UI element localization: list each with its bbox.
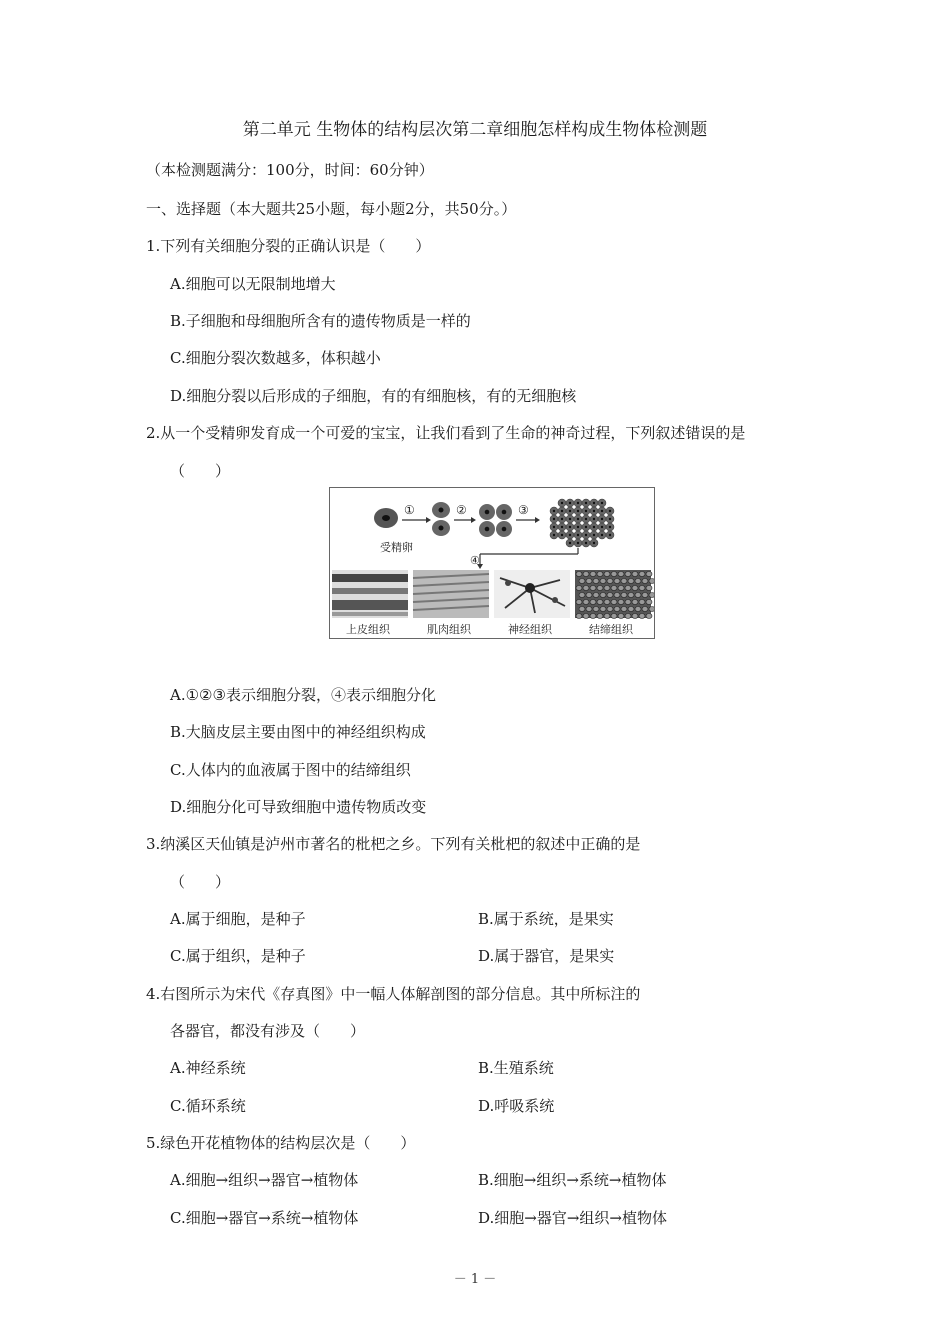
question-3-option-d: D.属于器官，是果实	[478, 947, 615, 965]
question-5-option-b: B.细胞→组织→系统→植物体	[478, 1171, 667, 1189]
question-1-option-c: C.细胞分裂次数越多，体积越小	[170, 349, 381, 367]
zygote-cell	[374, 508, 398, 528]
question-5-option-a: A.细胞→组织→器官→植物体	[170, 1171, 359, 1189]
question-5-option-d: D.细胞→器官→组织→植物体	[478, 1209, 667, 1227]
question-5-option-c: C.细胞→器官→系统→植物体	[170, 1209, 359, 1227]
step-3-label: ③	[518, 503, 529, 517]
question-2-stem-bracket: （ ）	[170, 462, 231, 480]
question-1-stem: 1.下列有关细胞分裂的正确认识是（ ）	[146, 237, 431, 255]
question-2-stem: 2.从一个受精卵发育成一个可爱的宝宝，让我们看到了生命的神奇过程，下列叙述错误的是	[146, 424, 746, 442]
tissue-label-epithelial: 上皮组织	[346, 623, 390, 636]
question-2-option-a: A.①②③表示细胞分裂，④表示细胞分化	[170, 686, 436, 704]
tissue-label-connective: 结缔组织	[589, 623, 633, 636]
arrow-2-head	[471, 517, 476, 523]
exam-info: （本检测题满分：100分，时间：60分钟）	[146, 161, 434, 179]
tissue-panel-muscle	[413, 570, 489, 618]
question-2-option-b: B.大脑皮层主要由图中的神经组织构成	[170, 723, 426, 741]
question-3-option-c: C.属于组织，是种子	[170, 947, 306, 965]
section-heading: 一、选择题（本大题共25小题，每小题2分，共50分。）	[146, 200, 517, 218]
question-3-stem-bracket: （ ）	[170, 873, 231, 891]
question-4-stem: 4.右图所示为宋代《存真图》中一幅人体解剖图的部分信息。其中所标注的	[146, 985, 641, 1003]
question-4-option-c: C.循环系统	[170, 1097, 246, 1115]
cell-development-figure	[329, 487, 655, 639]
question-4-option-a: A.神经系统	[170, 1059, 246, 1077]
tissue-panel-epithelial	[332, 570, 408, 618]
two-cells	[432, 502, 450, 536]
tissue-panel-connective	[575, 570, 654, 619]
step-4-label: ④	[470, 554, 480, 567]
question-1-option-d: D.细胞分裂以后形成的子细胞，有的有细胞核，有的无细胞核	[170, 387, 577, 405]
question-2-option-c: C.人体内的血液属于图中的结缔组织	[170, 761, 411, 779]
four-cells	[479, 504, 512, 537]
tissue-label-nerve: 神经组织	[508, 623, 552, 636]
question-3-option-a: A.属于细胞，是种子	[170, 910, 306, 928]
arrow-3-head	[535, 517, 540, 523]
step-1-label: ①	[404, 503, 415, 517]
question-1-option-b: B.子细胞和母细胞所含有的遗传物质是一样的	[170, 312, 471, 330]
zygote-label: 受精卵	[380, 541, 413, 554]
question-3-stem: 3.纳溪区天仙镇是泸州市著名的枇杷之乡。下列有关枇杷的叙述中正确的是	[146, 835, 641, 853]
question-5-stem: 5.绿色开花植物体的结构层次是（ ）	[146, 1134, 416, 1152]
arrow-1-head	[426, 517, 431, 523]
tissue-panel-nerve	[494, 570, 570, 618]
cell-cluster	[550, 499, 614, 547]
step-2-label: ②	[456, 503, 467, 517]
question-2-option-d: D.细胞分化可导致细胞中遗传物质改变	[170, 798, 427, 816]
question-4-stem-cont: 各器官，都没有涉及（ ）	[170, 1022, 366, 1040]
tissue-label-muscle: 肌肉组织	[427, 623, 471, 636]
question-4-option-b: B.生殖系统	[478, 1059, 554, 1077]
question-3-option-b: B.属于系统，是果实	[478, 910, 614, 928]
question-4-option-d: D.呼吸系统	[478, 1097, 555, 1115]
page-number: － 1 －	[453, 1272, 497, 1287]
page-title: 第二单元 生物体的结构层次第二章细胞怎样构成生物体检测题	[242, 120, 708, 140]
question-1-option-a: A.细胞可以无限制地增大	[170, 275, 336, 293]
